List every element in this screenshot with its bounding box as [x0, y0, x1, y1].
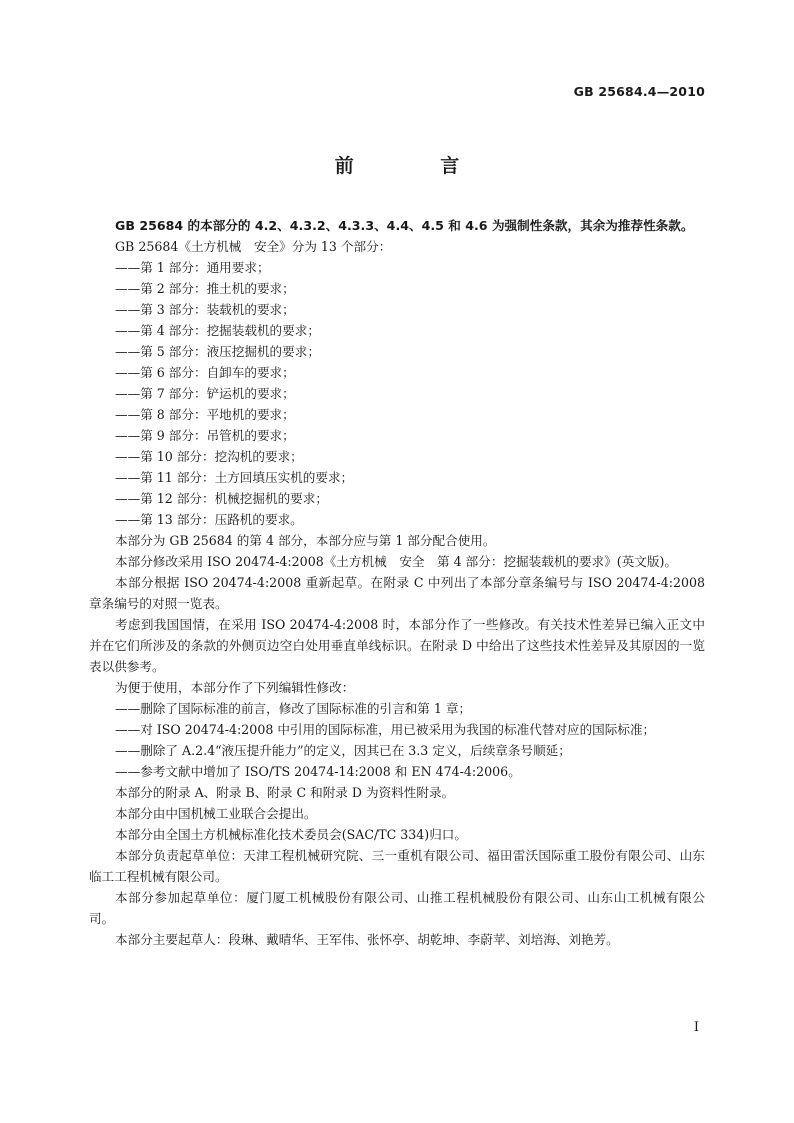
paragraph: ——第 4 部分：挖掘装载机的要求； [115, 323, 320, 338]
paragraph: ——第 6 部分：自卸车的要求； [115, 365, 295, 380]
paragraph: ——第 12 部分：机械挖掘机的要求； [115, 491, 328, 506]
paragraph: 本部分为 GB 25684 的第 4 部分，本部分应与第 1 部分配合使用。 [115, 533, 496, 548]
paragraph: 本部分参加起草单位：厦门厦工机械股份有限公司、山推工程机械股份有限公司、山东山工机械有限公司。 [89, 890, 705, 926]
page-number: I [693, 1020, 699, 1035]
paragraph: 本部分的附录 A、附录 B、附录 C 和附录 D 为资料性附录。 [115, 785, 455, 800]
paragraph: 本部分主要起草人：段琳、戴晴华、王军伟、张怀亭、胡乾坤、李蔚苹、刘培海、刘艳芳。 [115, 932, 619, 947]
paragraph: ——第 9 部分：吊管机的要求； [115, 428, 295, 443]
paragraph: ——删除了 A.2.4“液压提升能力”的定义，因其已在 3.3 定义，后续章条号顺延； [115, 743, 571, 758]
paragraph: 本部分负责起草单位：天津工程机械研究院、三一重机有限公司、福田雷沃国际重工股份有限公司、山东临工工程机械有限公司。 [89, 848, 705, 884]
paragraph: ——第 7 部分：铲运机的要求； [115, 386, 295, 401]
foreword-body [89, 215, 705, 950]
paragraph: ——第 1 部分：通用要求； [115, 260, 270, 275]
paragraph: ——第 8 部分：平地机的要求； [115, 407, 295, 422]
paragraph: GB 25684《土方机械 安全》分为 13 个部分： [115, 239, 392, 254]
page-title: 前 言 [334, 155, 500, 177]
paragraph: ——第 11 部分：土方回填压实机的要求； [115, 470, 354, 485]
paragraph: GB 25684 的本部分的 4.2、4.3.2、4.3.3、4.4、4.5 和 4.6 为强制性条款，其余为推荐性条款。 [115, 218, 694, 233]
paragraph: ——第 2 部分：推土机的要求； [115, 281, 295, 296]
paragraph: 本部分由全国土方机械标准化技术委员会(SAC/TC 334)归口。 [115, 827, 467, 842]
paragraph: 考虑到我国国情，在采用 ISO 20474-4:2008 时，本部分作了一些修改。有关技术性差异已编入正文中并在它们所涉及的条款的外侧页边空白处用垂直单线标识。在附录 D 中给出了这些技术性差异及其原因的一览表以供参考。 [89, 617, 705, 674]
paragraph: 为便于使用，本部分作了下列编辑性修改： [115, 680, 355, 695]
paragraph: ——删除了国际标准的前言，修改了国际标准的引言和第 1 章； [115, 701, 472, 716]
paragraph: ——第 10 部分：挖沟机的要求； [115, 449, 303, 464]
paragraph: 本部分根据 ISO 20474-4:2008 重新起草。在附录 C 中列出了本部分章条编号与 ISO 20474-4:2008 章条编号的对照一览表。 [89, 575, 705, 611]
paragraph: 本部分由中国机械工业联合会提出。 [115, 806, 317, 821]
paragraph: ——第 13 部分：压路机的要求。 [115, 512, 303, 527]
paragraph: ——第 3 部分：装载机的要求； [115, 302, 295, 317]
standard-number: GB 25684.4—2010 [573, 84, 705, 99]
paragraph: ——对 ISO 20474-4:2008 中引用的国际标准，用已被采用为我国的标准代替对应的国际标准； [115, 722, 656, 737]
paragraph: 本部分修改采用 ISO 20474-4:2008《土方机械 安全 第 4 部分：挖掘装载机的要求》(英文版)。 [115, 554, 677, 569]
paragraph: ——参考文献中增加了 ISO/TS 20474-14:2008 和 EN 474-4:2006。 [115, 764, 521, 779]
paragraph: ——第 5 部分：液压挖掘机的要求； [115, 344, 320, 359]
